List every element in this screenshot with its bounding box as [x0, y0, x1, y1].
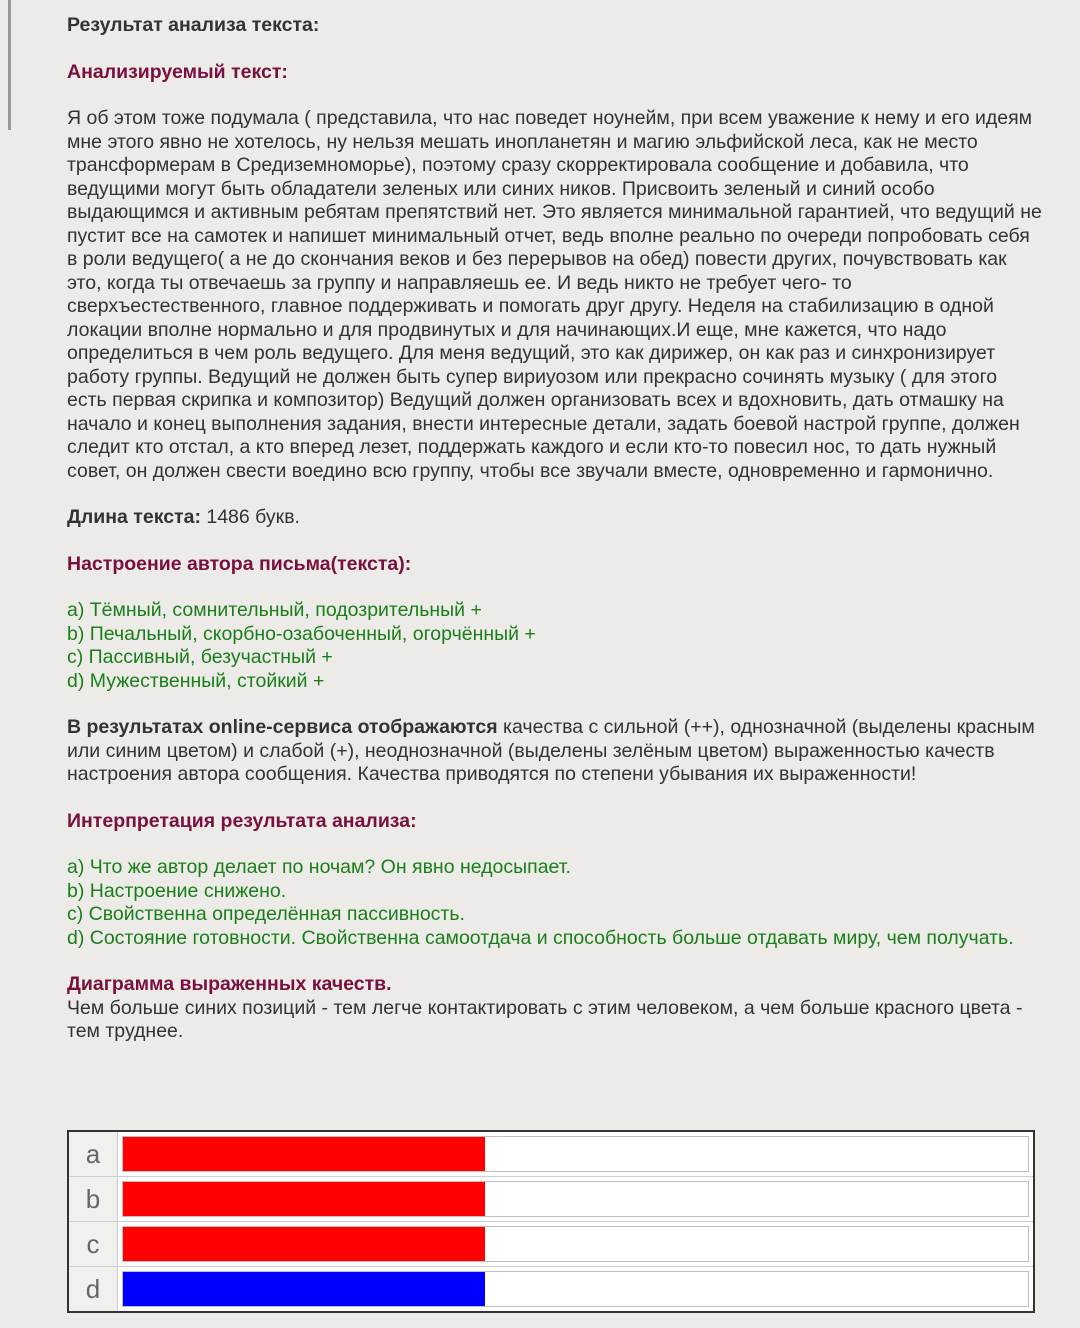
chart-label-a: a: [69, 1132, 118, 1176]
result-heading: Результат анализа текста:: [67, 14, 320, 36]
diagram-title: Диаграмма выраженных качеств.: [67, 973, 392, 995]
chart-row-a: [69, 1132, 1033, 1177]
chart-row-d: [69, 1267, 1033, 1311]
chart-track-c: [122, 1226, 1029, 1262]
service-note-rest: качества с сильной (++), однозначной (выделены красным или синим цветом) и слабой (+), неоднозначной (выделены зелёным цветом) выраженностью качеств настроения автора сообщения. Качества приводятся по степени убывания их выраженности!: [67, 716, 1035, 785]
chart-label-c: c: [69, 1222, 118, 1266]
mood-item-d: d) Мужественный, стойкий +: [67, 669, 325, 692]
interpretation-item-a: a) Что же автор делает по ночам? Он явно недосыпает.: [67, 856, 571, 878]
text-length-value: 1486 букв.: [200, 506, 300, 528]
chart-track-d: [122, 1271, 1029, 1307]
interpretation-heading: Интерпретация результата анализа:: [67, 809, 417, 832]
analyzed-text: Я об этом тоже подумала ( представила, что нас поведет ноунейм, при всем уважение к нему и его идеям мне этого явно не хотелось, ну нельзя мешать инопланетян и магию эльфийской леса, как не место трансформерам в Средиземноморье), поэтому сразу скорректировала сообщение и добавила, что ведущими могут быть обладатели зеленых или синих ников. Присвоить зеленый и синий особо выдающимся и активным ребятам препятствий нет. Это является минимальной гарантией, что ведущий не пустит все на самотек и напишет минимальный отчет, ведь вполне реально по очереди попробовать себя в роли ведущего( а не до скончания веков и без перерывов на обед) повести других, почувствовать как это, когда ты отвечаешь за группу и направляешь ее. И ведь никто не требует чего- то сверхъестественного, главное поддерживать и помогать друг другу. Неделя на стабилизацию в одной локации вполне нормально и для продвинутых и для начинающих.И еще, мне кажется, что надо определиться в чем роль ведущего. Для меня ведущий, это как дирижер, он как раз и синхронизирует работу группы. Ведущий не должен быть супер вириуозом или прекрасно сочинять музыку ( для этого есть первая скрипка и композитор) Ведущий должен организовать всех и вдохновить, дать отмашку на начало и конец выполнения задания, внести интересные детали, задать боевой настрой группе, должен следит кто отстал, а кто вперед лезет, поддержать каждого и если кто-то повесил нос, то дать нужный совет, он должен свести воедино всю группу, чтобы все звучали вместе, одновременно и гармонично.: [67, 107, 1042, 482]
scroll-indicator[interactable]: [8, 0, 11, 130]
interpretation-list: [67, 856, 1042, 950]
service-note: [67, 716, 1042, 787]
analyzed-text-heading: Анализируемый текст:: [67, 60, 288, 83]
chart-bar-b: [123, 1182, 485, 1216]
chart-track-b: [122, 1181, 1029, 1217]
chart-bar-c: [123, 1227, 485, 1261]
service-note-bold: В результатах online-сервиса отображаются: [67, 716, 498, 738]
text-length: [67, 506, 1042, 530]
interpretation-item-d: d) Состояние готовности. Свойственна самоотдача и способность больше отдавать миру, чем получать.: [67, 926, 1014, 949]
analysis-content: [67, 14, 1042, 1067]
mood-list: [67, 599, 1042, 693]
mood-item-a: a) Тёмный, сомнительный, подозрительный +: [67, 599, 482, 621]
chart-row-b: [69, 1177, 1033, 1222]
interpretation-item-c: c) Свойственна определённая пассивность.: [67, 903, 465, 925]
interpretation-item-b: b) Настроение снижено.: [67, 879, 287, 902]
qualities-chart: [67, 1130, 1035, 1313]
mood-item-b: b) Печальный, скорбно-озабоченный, огорчённый +: [67, 622, 536, 645]
chart-bar-a: [123, 1137, 485, 1171]
mood-item-c: c) Пассивный, безучастный +: [67, 646, 333, 668]
mood-heading: Настроение автора письма(текста):: [67, 552, 412, 575]
chart-track-a: [122, 1136, 1029, 1172]
diagram-note: Чем больше синих позиций - тем легче контактировать с этим человеком, а чем больше красного цвета - тем труднее.: [67, 996, 1023, 1042]
chart-label-b: b: [69, 1177, 118, 1221]
chart-bar-d: [123, 1272, 485, 1306]
text-length-label: Длина текста:: [67, 506, 201, 528]
chart-label-d: d: [69, 1267, 118, 1311]
chart-row-c: [69, 1222, 1033, 1267]
